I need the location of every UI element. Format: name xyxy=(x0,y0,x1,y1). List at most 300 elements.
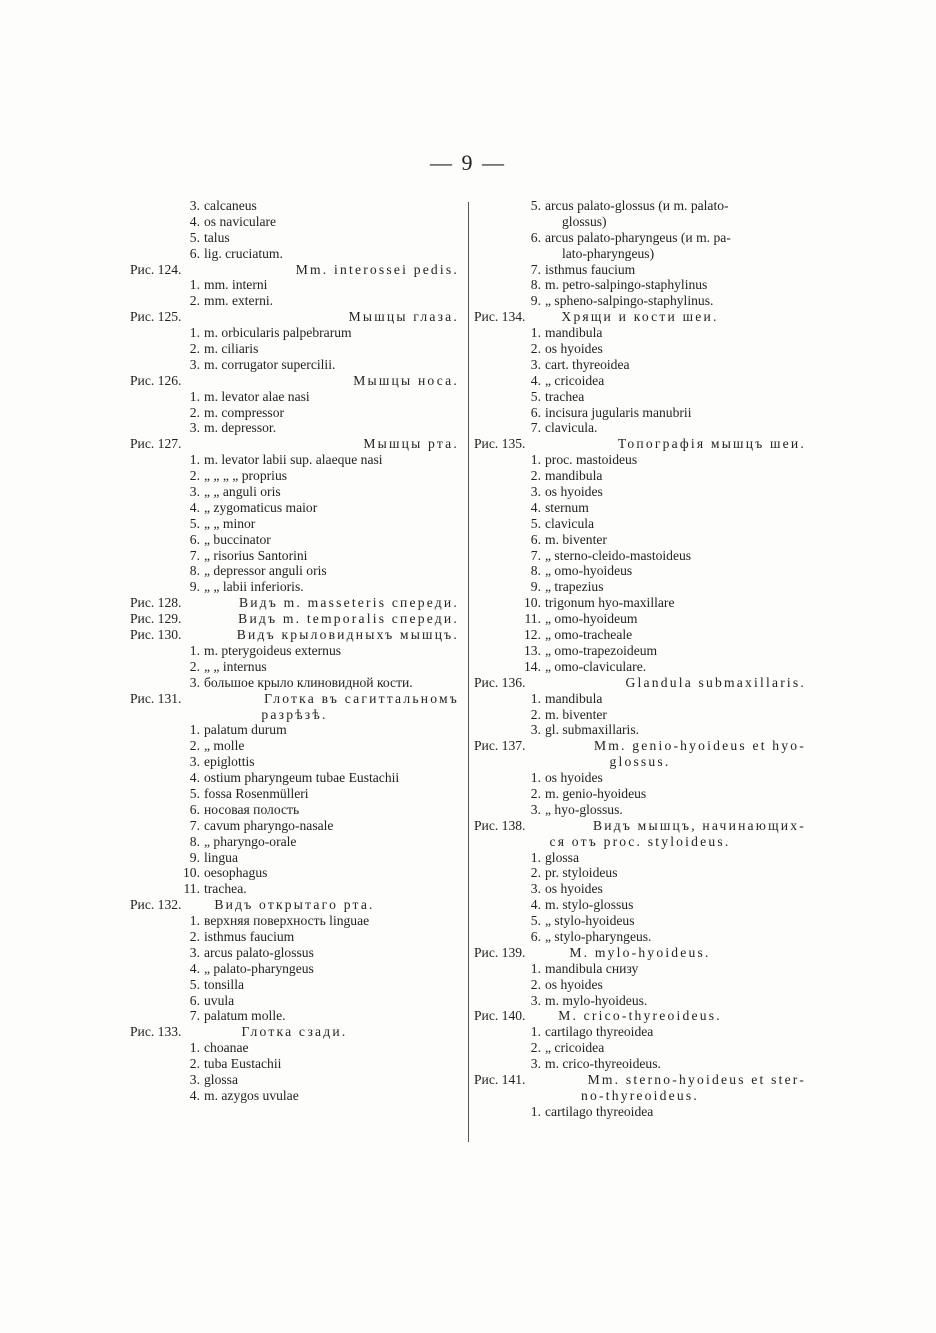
item-number: 4. xyxy=(530,499,541,515)
item-text: os hyoides xyxy=(545,341,603,357)
item-number: 7. xyxy=(530,547,541,563)
item-text: „ trapezius xyxy=(545,579,604,595)
item-number: 2. xyxy=(530,468,541,484)
item-text: clavicula xyxy=(545,515,595,531)
text-line xyxy=(130,230,463,246)
page-number: — 9 — xyxy=(430,150,506,175)
item-text: m. levator labii sup. alaeque nasi xyxy=(204,452,383,468)
text-line xyxy=(130,579,463,595)
figure-title: ся отъ proc. styloideus. xyxy=(549,833,731,849)
text-line xyxy=(474,738,810,754)
item-number: 2. xyxy=(530,341,541,357)
figure-label: Рис. 134. xyxy=(474,309,526,325)
text-line xyxy=(474,834,810,850)
item-text: „ cricoidea xyxy=(545,1040,605,1056)
text-line xyxy=(474,230,810,246)
text-line xyxy=(130,198,463,214)
item-text: „ molle xyxy=(204,738,245,754)
text-line xyxy=(130,468,463,484)
figure-title: Mm. sterno-hyoideus et ster- xyxy=(587,1071,806,1087)
text-line xyxy=(474,786,810,802)
text-line xyxy=(130,1088,463,1104)
text-line xyxy=(130,675,463,691)
figure-label: Рис. 135. xyxy=(474,436,526,452)
text-line xyxy=(130,214,463,230)
item-number: 1. xyxy=(189,1040,200,1056)
text-line xyxy=(130,913,463,929)
item-text: lingua xyxy=(204,849,238,865)
item-text: m. mylo-hyoideus. xyxy=(545,992,648,1008)
text-line xyxy=(130,945,463,961)
figure-title: Видъ открытаго рта. xyxy=(214,897,375,913)
text-line xyxy=(474,579,810,595)
text-line xyxy=(130,309,463,325)
item-text: sternum xyxy=(545,499,589,515)
text-line xyxy=(130,865,463,881)
item-number: 2. xyxy=(189,1056,200,1072)
text-line xyxy=(130,532,463,548)
figure-label: Рис. 140. xyxy=(474,1008,526,1024)
text-line xyxy=(474,818,810,834)
text-line xyxy=(130,850,463,866)
item-number: 2. xyxy=(530,1040,541,1056)
text-line xyxy=(130,516,463,532)
text-line xyxy=(130,357,463,373)
item-number: 1. xyxy=(530,325,541,341)
item-number: 2. xyxy=(189,404,200,420)
item-text: lato-pharyngeus) xyxy=(562,245,655,261)
item-text: palatum molle. xyxy=(204,1008,286,1024)
text-line xyxy=(474,897,810,913)
item-number: 3. xyxy=(530,356,541,372)
text-line xyxy=(474,293,810,309)
item-text: lig. cruciatum. xyxy=(204,245,283,261)
text-line xyxy=(130,452,463,468)
item-text: cart. thyreoidea xyxy=(545,356,630,372)
item-text: isthmus faucium xyxy=(545,261,636,277)
text-line xyxy=(474,262,810,278)
item-text: arcus palato-pharyngeus (и m. pa- xyxy=(545,229,731,245)
text-line xyxy=(130,1072,463,1088)
figure-label: Рис. 132. xyxy=(130,897,182,913)
text-line xyxy=(474,500,810,516)
figure-label: Рис. 137. xyxy=(474,738,526,754)
text-line xyxy=(474,770,810,786)
item-number: 3. xyxy=(530,722,541,738)
text-line xyxy=(130,722,463,738)
text-line xyxy=(474,754,810,770)
item-number: 3. xyxy=(530,1056,541,1072)
item-number: 1. xyxy=(530,770,541,786)
text-line xyxy=(130,834,463,850)
item-text: mandibula xyxy=(545,690,603,706)
text-line xyxy=(474,961,810,977)
right-column xyxy=(474,198,810,1120)
item-number: 11. xyxy=(524,611,541,627)
item-text: „ omo-tracheale xyxy=(545,627,633,643)
item-number: 2. xyxy=(530,865,541,881)
item-number: 2. xyxy=(530,706,541,722)
text-line xyxy=(130,643,463,659)
text-line xyxy=(130,818,463,834)
item-text: mm. interni xyxy=(204,277,268,293)
text-line xyxy=(130,484,463,500)
item-number: 1. xyxy=(189,722,200,738)
text-line xyxy=(130,436,463,452)
figure-title: Видъ m. temporalis спереди. xyxy=(238,611,459,627)
text-line xyxy=(474,452,810,468)
text-line xyxy=(474,611,810,627)
item-text: „ omo-trapezoideum xyxy=(545,642,658,658)
item-number: 2. xyxy=(189,341,200,357)
text-line xyxy=(130,659,463,675)
figure-title: Хрящи и кости шеи. xyxy=(561,309,719,325)
figure-title: Мышцы глаза. xyxy=(348,309,459,325)
item-number: 10. xyxy=(524,595,541,611)
item-text: epiglottis xyxy=(204,754,255,770)
item-number: 11. xyxy=(183,881,200,897)
item-number: 4. xyxy=(189,1087,200,1103)
text-line xyxy=(474,1040,810,1056)
figure-title: Мышцы рта. xyxy=(363,436,459,452)
item-number: 2. xyxy=(530,785,541,801)
item-text: fossa Rosenmülleri xyxy=(204,785,309,801)
text-line xyxy=(130,277,463,293)
text-line xyxy=(130,595,463,611)
text-line xyxy=(474,929,810,945)
figure-title: Глотка въ сагиттальномъ xyxy=(264,690,459,706)
item-number: 12. xyxy=(524,627,541,643)
item-number: 3. xyxy=(530,992,541,1008)
item-number: 13. xyxy=(524,642,541,658)
item-number: 1. xyxy=(530,960,541,976)
text-line xyxy=(474,977,810,993)
item-text: „ „ „ „ proprius xyxy=(204,468,288,484)
item-number: 2. xyxy=(189,468,200,484)
text-line xyxy=(130,1008,463,1024)
item-text: oesophagus xyxy=(204,865,268,881)
item-text: „ zygomaticus maior xyxy=(204,499,318,515)
text-line xyxy=(130,738,463,754)
item-text: „ depressor anguli oris xyxy=(204,563,327,579)
item-number: 3. xyxy=(189,674,200,690)
item-text: tuba Eustachii xyxy=(204,1056,282,1072)
item-text: „ hyo-glossus. xyxy=(545,801,623,817)
item-number: 8. xyxy=(189,563,200,579)
text-line xyxy=(130,1040,463,1056)
text-line xyxy=(130,500,463,516)
item-text: glossa xyxy=(545,849,579,865)
item-number: 9. xyxy=(530,579,541,595)
text-line xyxy=(474,563,810,579)
item-number: 8. xyxy=(530,277,541,293)
item-text: mandibula xyxy=(545,468,603,484)
text-line xyxy=(474,214,810,230)
item-number: 3. xyxy=(189,356,200,372)
item-number: 5. xyxy=(189,229,200,245)
text-line xyxy=(474,722,810,738)
item-text: cartilago thyreoidea xyxy=(545,1103,654,1119)
figure-title: Топографія мышцъ шеи. xyxy=(617,436,806,452)
figure-title: Glandula submaxillaris. xyxy=(625,674,806,690)
item-text: „ palato-pharyngeus xyxy=(204,960,314,976)
figure-label: Рис. 131. xyxy=(130,690,182,706)
text-line xyxy=(130,548,463,564)
item-text: gl. submaxillaris. xyxy=(545,722,640,738)
item-number: 1. xyxy=(189,452,200,468)
figure-label: Рис. 130. xyxy=(130,627,182,643)
text-line xyxy=(474,993,810,1009)
figure-label: Рис. 127. xyxy=(130,436,182,452)
item-text: calcaneus xyxy=(204,198,257,213)
text-line xyxy=(474,1024,810,1040)
item-text: arcus palato-glossus xyxy=(204,944,314,960)
item-number: 2. xyxy=(530,976,541,992)
item-text: os hyoides xyxy=(545,976,603,992)
item-number: 1. xyxy=(189,913,200,929)
text-line xyxy=(130,405,463,421)
text-line xyxy=(474,325,810,341)
text-line xyxy=(130,262,463,278)
item-number: 3. xyxy=(189,420,200,436)
figure-label: Рис. 128. xyxy=(130,595,182,611)
text-line xyxy=(474,468,810,484)
figure-label: Рис. 136. xyxy=(474,674,526,690)
item-text: glossus) xyxy=(562,213,607,229)
text-line xyxy=(474,420,810,436)
text-line xyxy=(474,1008,810,1024)
item-text: m. azygos uvulae xyxy=(204,1087,299,1103)
text-line xyxy=(130,770,463,786)
text-line xyxy=(474,277,810,293)
item-text: верхняя поверхность linguae xyxy=(204,913,370,929)
item-text: „ „ internus xyxy=(204,658,267,674)
item-number: 14. xyxy=(524,658,541,674)
figure-label: Рис. 129. xyxy=(130,611,182,627)
text-line xyxy=(130,754,463,770)
item-text: os hyoides xyxy=(545,881,603,897)
item-number: 3. xyxy=(189,944,200,960)
text-line xyxy=(474,945,810,961)
figure-title: Глотка сзади. xyxy=(241,1024,348,1040)
figure-title: no-thyreoideus. xyxy=(581,1087,699,1103)
text-line xyxy=(130,611,463,627)
text-line xyxy=(474,1056,810,1072)
item-number: 10. xyxy=(183,865,200,881)
item-number: 3. xyxy=(189,484,200,500)
item-text: „ cricoidea xyxy=(545,372,605,388)
figure-title: Mm. interossei pedis. xyxy=(295,261,459,277)
text-line xyxy=(474,1072,810,1088)
text-line xyxy=(130,961,463,977)
item-text: trigonum hyo-maxillare xyxy=(545,595,675,611)
item-text: ostium pharyngeum tubae Eustachii xyxy=(204,770,400,786)
item-text: „ „ labii inferioris. xyxy=(204,579,304,595)
item-number: 6. xyxy=(189,531,200,547)
item-number: 8. xyxy=(189,833,200,849)
text-line xyxy=(130,341,463,357)
item-number: 4. xyxy=(530,897,541,913)
text-line xyxy=(130,881,463,897)
item-text: trachea xyxy=(545,388,585,404)
text-line xyxy=(130,929,463,945)
item-number: 7. xyxy=(189,547,200,563)
item-text: pr. styloideus xyxy=(545,865,618,881)
item-number: 4. xyxy=(189,960,200,976)
item-text: incisura jugularis manubrii xyxy=(545,404,692,420)
figure-label: Рис. 133. xyxy=(130,1024,182,1040)
item-number: 4. xyxy=(189,770,200,786)
text-line xyxy=(474,516,810,532)
item-text: clavicula. xyxy=(545,420,598,436)
item-number: 6. xyxy=(530,928,541,944)
text-line xyxy=(474,802,810,818)
item-text: „ sterno-cleido-mastoideus xyxy=(545,547,692,563)
figure-label: Рис. 126. xyxy=(130,372,182,388)
item-number: 2. xyxy=(189,293,200,309)
item-text: „ pharyngo-orale xyxy=(204,833,297,849)
figure-title: разрѣзѣ. xyxy=(261,706,328,722)
item-number: 4. xyxy=(530,372,541,388)
text-line xyxy=(474,691,810,707)
item-text: „ omo-hyoideus xyxy=(545,563,633,579)
item-text: uvula xyxy=(204,992,235,1008)
text-line xyxy=(474,913,810,929)
item-text: os hyoides xyxy=(545,770,603,786)
text-line xyxy=(130,1056,463,1072)
item-number: 6. xyxy=(189,245,200,261)
text-line xyxy=(130,389,463,405)
item-text: os naviculare xyxy=(204,213,277,229)
item-text: m. pterygoideus externus xyxy=(204,642,342,658)
text-line xyxy=(130,420,463,436)
text-line xyxy=(474,484,810,500)
text-line xyxy=(130,786,463,802)
text-line xyxy=(130,707,463,723)
text-line xyxy=(474,865,810,881)
text-line xyxy=(130,325,463,341)
item-number: 5. xyxy=(189,515,200,531)
item-text: isthmus faucium xyxy=(204,928,295,944)
figure-label: Рис. 141. xyxy=(474,1071,526,1087)
item-text: „ omo-claviculare. xyxy=(545,658,647,674)
item-number: 6. xyxy=(530,531,541,547)
item-number: 5. xyxy=(189,785,200,801)
figure-title: M. crico-thyreoideus. xyxy=(558,1008,722,1024)
figure-title: Видъ крыловидныхъ мышцъ. xyxy=(236,627,459,643)
item-text: m. corrugator supercilii. xyxy=(204,356,336,372)
text-line xyxy=(474,881,810,897)
item-number: 7. xyxy=(189,817,200,833)
text-line xyxy=(130,246,463,262)
item-text: m. biventer xyxy=(545,531,607,547)
item-number: 5. xyxy=(530,913,541,929)
text-line xyxy=(474,405,810,421)
item-number: 7. xyxy=(530,420,541,436)
text-line xyxy=(474,1104,810,1120)
item-number: 1. xyxy=(189,325,200,341)
item-number: 3. xyxy=(189,1071,200,1087)
item-number: 7. xyxy=(189,1008,200,1024)
item-number: 2. xyxy=(189,928,200,944)
item-text: „ risorius Santorini xyxy=(204,547,308,563)
item-number: 5. xyxy=(530,515,541,531)
item-number: 1. xyxy=(189,277,200,293)
item-number: 1. xyxy=(530,1103,541,1119)
item-text: proc. mastoideus xyxy=(545,452,638,468)
item-text: m. orbicularis palpebrarum xyxy=(204,325,352,341)
item-text: m. genio-hyoideus xyxy=(545,785,647,801)
item-text: „ omo-hyoideum xyxy=(545,611,638,627)
figure-title: Видъ m. masseteris спереди. xyxy=(238,595,459,611)
item-text: „ spheno-salpingo-staphylinus. xyxy=(545,293,714,309)
text-line xyxy=(474,659,810,675)
item-text: mandibula снизу xyxy=(545,960,639,976)
item-number: 2. xyxy=(189,658,200,674)
text-line xyxy=(130,627,463,643)
item-number: 1. xyxy=(530,849,541,865)
item-number: 9. xyxy=(189,579,200,595)
figure-title: Видъ мышцъ, начинающих- xyxy=(593,817,806,833)
text-line xyxy=(474,246,810,262)
text-line xyxy=(474,850,810,866)
item-text: choanae xyxy=(204,1040,249,1056)
figure-title: M. mylo-hyoideus. xyxy=(569,944,711,960)
item-text: носовая полость xyxy=(204,801,300,817)
figure-title: Мышцы носа. xyxy=(353,372,459,388)
item-text: m. stylo-glossus xyxy=(545,897,634,913)
text-line xyxy=(474,675,810,691)
figure-title: Mm. genio-hyoideus et hyo- xyxy=(594,738,806,754)
item-text: arcus palato-glossus (и m. palato- xyxy=(545,198,729,213)
item-text: m. depressor. xyxy=(204,420,277,436)
item-text: „ „ minor xyxy=(204,515,256,531)
item-text: „ buccinator xyxy=(204,531,271,547)
item-text: talus xyxy=(204,229,230,245)
item-number: 2. xyxy=(189,738,200,754)
item-number: 8. xyxy=(530,563,541,579)
text-line xyxy=(474,357,810,373)
text-line xyxy=(474,548,810,564)
text-line xyxy=(130,993,463,1009)
item-number: 6. xyxy=(189,992,200,1008)
item-number: 3. xyxy=(189,198,200,213)
item-text: m. biventer xyxy=(545,706,607,722)
figure-title: glossus. xyxy=(609,754,671,770)
text-line xyxy=(474,341,810,357)
item-text: m. petro-salpingo-staphylinus xyxy=(545,277,708,293)
item-number: 3. xyxy=(530,801,541,817)
text-line xyxy=(474,373,810,389)
figure-label: Рис. 125. xyxy=(130,309,182,325)
figure-label: Рис. 139. xyxy=(474,944,526,960)
text-line xyxy=(474,707,810,723)
item-number: 5. xyxy=(530,388,541,404)
item-number: 3. xyxy=(530,881,541,897)
text-line xyxy=(474,309,810,325)
text-line xyxy=(130,802,463,818)
item-number: 4. xyxy=(189,213,200,229)
item-number: 3. xyxy=(530,484,541,500)
text-line xyxy=(130,1024,463,1040)
item-number: 9. xyxy=(189,849,200,865)
text-line xyxy=(474,198,810,214)
item-text: m. compressor xyxy=(204,404,285,420)
item-text: m. crico-thyreoideus. xyxy=(545,1056,661,1072)
item-text: m. levator alae nasi xyxy=(204,388,310,404)
item-text: trachea. xyxy=(204,881,247,897)
item-text: „ stylo-pharyngeus. xyxy=(545,928,652,944)
